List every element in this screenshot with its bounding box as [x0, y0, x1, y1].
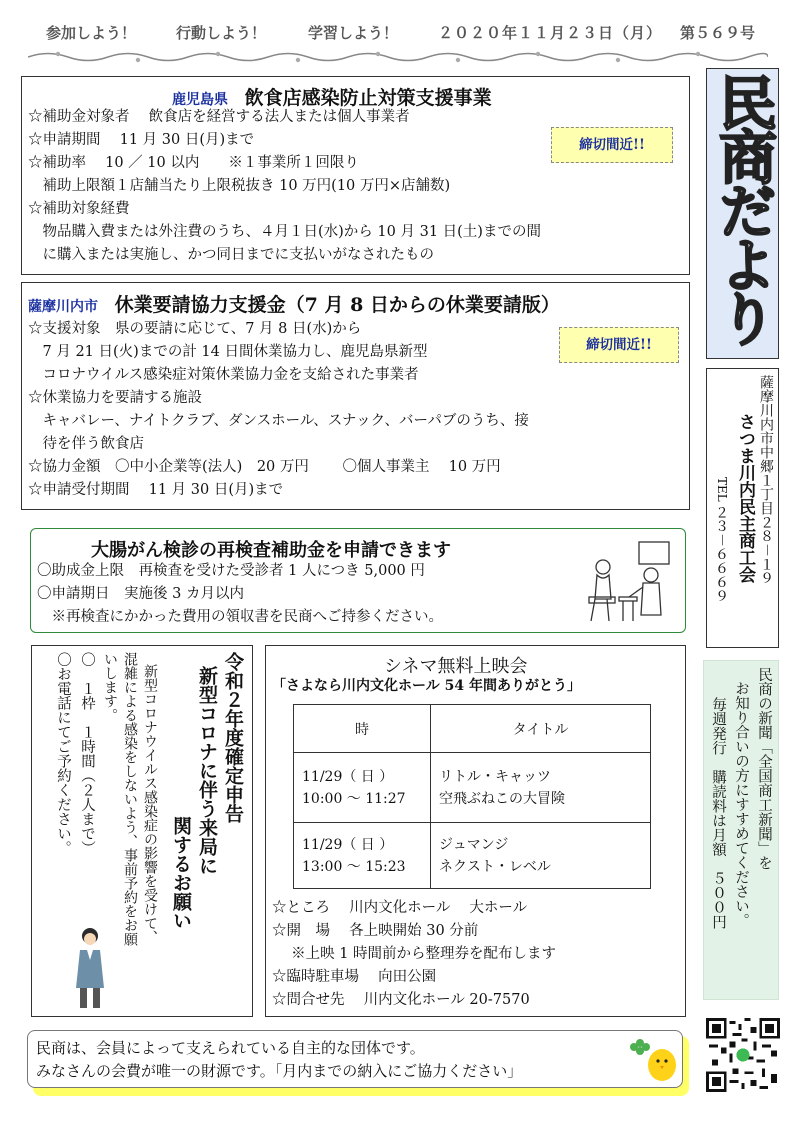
footer-line-1: 民商は、会員によって支えられている自主的な団体です。 — [36, 1039, 425, 1057]
satsuma-line: 7 月 21 日(火)までの計 14 日間休業協力し、鹿児島県新型 — [28, 344, 428, 360]
kagoshima-line: ☆補助率 10 ／ 10 以内 ※１事業所１回限り — [28, 155, 359, 171]
satsuma-title: 休業要請協力支援金（7 月 8 日からの休業要請版） — [114, 294, 560, 316]
kagoshima-line: ☆申請期間 11 月 30 日(月)まで — [28, 132, 255, 148]
address-block — [706, 368, 779, 648]
kagoshima-section — [21, 76, 690, 275]
satsuma-line: キャバレー、ナイトクラブ、ダンスホール、スナック、バーパブのうち、接 — [28, 413, 529, 429]
table-row — [294, 823, 651, 889]
film-title: リトル・キャッツ — [439, 768, 551, 785]
kagoshima-line: 補助上限額１店舗当たり上限税抜き 10 万円(10 万円×店舗数) — [28, 178, 451, 194]
page-header — [28, 14, 768, 48]
colon-line: 〇助成金上限 再検査を受けた受診者 1 人につき 5,000 円 — [37, 563, 425, 579]
slogan-learn: 学習しよう！ — [308, 24, 399, 42]
screening-time: 10:00 ～ 11:27 — [302, 790, 406, 807]
satsuma-line: ☆申請受付期間 11 月 30 日(月)まで — [28, 482, 284, 498]
chick-clover-illustration — [626, 1035, 680, 1085]
masthead — [706, 68, 779, 359]
satsuma-city: 薩摩川内市 — [28, 299, 98, 315]
masthead-title: 民商だより — [709, 73, 777, 343]
tax-title-2: 新型コロナに伴う来局に — [196, 666, 218, 875]
satsuma-section — [21, 282, 690, 510]
kagoshima-line: 物品購入費または外注費のうち、４月１日(水)から 10 月 31 日(土)までの間 — [28, 224, 541, 240]
issue-number: 第５６９号 — [680, 24, 756, 42]
screening-time: 13:00 ～ 15:23 — [302, 858, 406, 875]
tax-item-1: 〇 １枠 １時間（２人まで） — [79, 652, 95, 855]
kagoshima-line: ☆補助金対象者 飲食店を経営する法人または個人事業者 — [28, 109, 410, 125]
col-title-header: タイトル — [431, 705, 651, 753]
organization-name: さつま川内民主商工会 — [735, 413, 755, 583]
film-subtitle: ネクスト・レベル — [439, 858, 551, 875]
tax-notice-section — [31, 645, 253, 1017]
kagoshima-title: 飲食店感染防止対策支援事業 — [244, 87, 492, 109]
kagoshima-line: に購入または実施し、かつ同日までに支払いがなされたもの — [28, 247, 434, 263]
tax-body-2: 混雑による感染をしないよう、事前予約をお願 — [122, 652, 138, 946]
satsuma-line: ☆支援対象 県の要請に応じて、7 月 8 日(水)から — [28, 321, 362, 337]
footer-line-2: みなさんの会費が唯一の財源です。「月内までの納入にご協力ください」 — [36, 1062, 523, 1080]
qr-code[interactable] — [706, 1018, 780, 1092]
satsuma-line: ☆協力金額 〇中小企業等(法人) 20 万円 〇個人事業主 10 万円 — [28, 459, 501, 475]
colon-line: ※再検査にかかった費用の領収書を民商へご持参ください。 — [37, 609, 443, 625]
cinema-info-line: ☆ところ 川内文化ホール 大ホール — [272, 900, 528, 916]
deadline-badge: 締切間近!! — [559, 327, 679, 363]
tax-title-1: 令和２年度確定申告 — [222, 652, 244, 823]
cinema-info-line: ※上映 1 時間前から整理券を配布します — [272, 946, 557, 962]
tax-item-2: 〇お電話にてご予約ください。 — [55, 652, 71, 855]
address-text: 薩摩川内市中郷１丁目２８－１９ — [758, 375, 774, 585]
cinema-info-line: ☆開 場 各上映開始 30 分前 — [272, 923, 479, 939]
footer-message — [27, 1030, 683, 1088]
cinema-section — [265, 645, 686, 1017]
satsuma-line: 待を伴う飲食店 — [28, 436, 144, 452]
satsuma-line: ☆休業協力を要請する施設 — [28, 390, 202, 406]
cinema-schedule-table — [293, 704, 651, 889]
vine-divider — [28, 50, 768, 64]
tax-title-3: 関するお願い — [170, 816, 192, 930]
newspaper-line-3: 毎週発行 購読料は月額 ５００円 — [710, 697, 726, 929]
kagoshima-city: 鹿児島県 — [172, 92, 228, 108]
newspaper-line-1: 民商の新聞「全国商工新聞」を — [756, 667, 772, 870]
cinema-info-line: ☆臨時駐車場 向田公園 — [272, 969, 437, 985]
tel-number: ２３－６６６９ — [713, 505, 729, 603]
newspaper-line-2: お知り合いの方にすすめてください。 — [733, 681, 749, 928]
cinema-info-line: ☆問合せ先 川内文化ホール 20-7570 — [272, 992, 530, 1008]
film-title: ジュマンジ — [439, 836, 509, 853]
slogan-participate: 参加しよう！ — [46, 24, 137, 42]
film-subtitle: 空飛ぶねこの大冒険 — [439, 790, 565, 807]
issue-date: ２０２０年１１月２３日（月） — [438, 24, 663, 42]
table-row — [294, 753, 651, 823]
col-time-header: 時 — [294, 705, 431, 753]
colon-title: 大腸がん検診の再検査補助金を申請できます — [91, 540, 451, 561]
kagoshima-line: ☆補助対象経費 — [28, 201, 130, 217]
deadline-badge: 締切間近!! — [551, 127, 673, 163]
slogan-act: 行動しよう！ — [176, 24, 267, 42]
screening-date: 11/29（ 日 ） — [302, 836, 394, 853]
colon-screening-section — [30, 528, 686, 633]
tax-body-1: 新型コロナウイルス感染症の影響を受けて、 — [142, 664, 158, 944]
newspaper-promo — [703, 660, 779, 1000]
tel-label: TEL — [715, 477, 729, 502]
tax-body-3: いします。 — [102, 652, 118, 722]
doctor-patient-illustration — [579, 537, 679, 627]
satsuma-line: コロナウイルス感染症対策休業協力金を支給された事業者 — [28, 367, 419, 383]
cinema-subtitle: 「さよなら川内文化ホール 54 年間ありがとう」 — [272, 678, 581, 694]
screening-date: 11/29（ 日 ） — [302, 768, 394, 785]
cinema-title: シネマ無料上映会 — [384, 656, 528, 677]
colon-line: 〇申請期日 実施後 3 カ月以内 — [37, 586, 244, 602]
receptionist-illustration — [72, 926, 108, 1012]
